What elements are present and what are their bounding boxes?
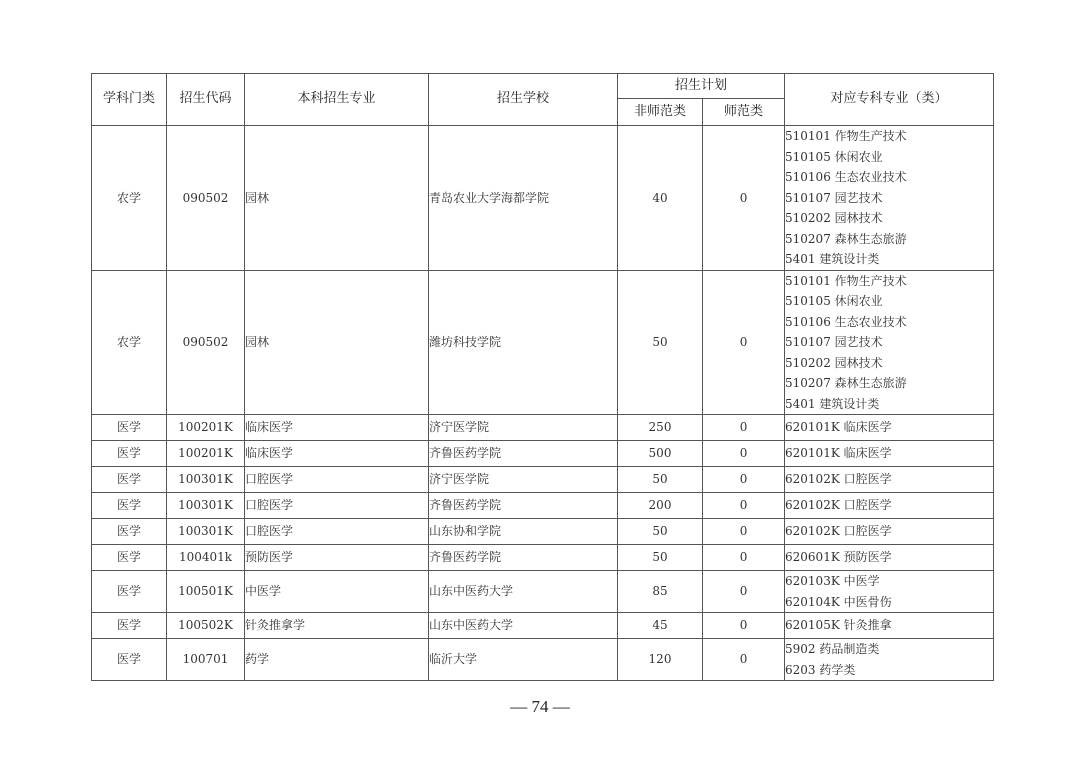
- normal-count-cell: 0: [703, 545, 785, 571]
- vocational-major-item: 510107 园艺技术: [785, 335, 883, 349]
- category-cell: 农学: [92, 270, 167, 415]
- vocational-majors-cell: [785, 545, 994, 571]
- header-category: 学科门类: [92, 74, 167, 126]
- vocational-major-item: 510101 作物生产技术: [785, 273, 907, 288]
- vocational-major-item: 510107 园艺技术: [785, 190, 883, 205]
- code-cell: 100501K: [167, 571, 245, 613]
- school-cell: 临沂大学: [429, 639, 618, 681]
- code-cell: 090502: [167, 126, 245, 271]
- category-cell: 医学: [92, 467, 167, 493]
- vocational-major-item: 6203 药学类: [785, 662, 856, 677]
- vocational-majors-cell: [785, 126, 994, 271]
- school-cell: 山东协和学院: [429, 519, 618, 545]
- vocational-majors-cell: [785, 493, 994, 519]
- normal-count-cell: 0: [703, 415, 785, 441]
- vocational-majors-cell: [785, 571, 994, 613]
- normal-count-cell: 0: [703, 571, 785, 613]
- header-normal: 师范类: [703, 99, 785, 126]
- non-normal-count-cell: 40: [618, 126, 703, 271]
- vocational-major-item: 5401 建筑设计类: [785, 396, 880, 411]
- major-cell: 药学: [245, 639, 429, 681]
- major-cell: 口腔医学: [245, 493, 429, 519]
- normal-count-cell: 0: [703, 467, 785, 493]
- vocational-major-item: 510105 休闲农业: [785, 294, 883, 308]
- category-cell: 医学: [92, 571, 167, 613]
- non-normal-count-cell: 50: [618, 519, 703, 545]
- vocational-major-item: 620105K 针灸推拿: [785, 618, 892, 633]
- table-row: [92, 270, 994, 415]
- vocational-major-item: 620102K 口腔医学: [785, 498, 892, 513]
- school-cell: 山东中医药大学: [429, 571, 618, 613]
- header-plan: 招生计划: [618, 74, 785, 99]
- vocational-majors-cell: [785, 441, 994, 467]
- normal-count-cell: 0: [703, 639, 785, 681]
- non-normal-count-cell: 45: [618, 613, 703, 639]
- page-number: — 74 —: [510, 697, 570, 716]
- vocational-major-item: 510207 森林生态旅游: [785, 231, 907, 246]
- table-row: [92, 126, 994, 271]
- vocational-majors-cell: [785, 613, 994, 639]
- normal-count-cell: 0: [703, 270, 785, 415]
- normal-count-cell: 0: [703, 441, 785, 467]
- vocational-major-item: 510202 园林技术: [785, 211, 883, 225]
- category-cell: 医学: [92, 639, 167, 681]
- school-cell: 济宁医学院: [429, 467, 618, 493]
- major-cell: 园林: [245, 270, 429, 415]
- vocational-majors-cell: [785, 467, 994, 493]
- vocational-major-item: 510207 森林生态旅游: [785, 376, 907, 390]
- table-row: [92, 613, 994, 639]
- code-cell: 100502K: [167, 613, 245, 639]
- vocational-major-item: 620103K 中医学: [785, 574, 880, 588]
- vocational-major-item: 620101K 临床医学: [785, 420, 892, 435]
- non-normal-count-cell: 200: [618, 493, 703, 519]
- category-cell: 医学: [92, 519, 167, 545]
- normal-count-cell: 0: [703, 613, 785, 639]
- vocational-majors-cell: [785, 270, 994, 415]
- code-cell: 100201K: [167, 415, 245, 441]
- vocational-majors-cell: [785, 415, 994, 441]
- major-cell: 针灸推拿学: [245, 613, 429, 639]
- vocational-major-item: 510202 园林技术: [785, 355, 883, 370]
- code-cell: 100401k: [167, 545, 245, 571]
- normal-count-cell: 0: [703, 493, 785, 519]
- table-row: [92, 639, 994, 681]
- school-cell: 山东中医药大学: [429, 613, 618, 639]
- vocational-major-item: 510105 休闲农业: [785, 149, 883, 164]
- school-cell: 齐鲁医药学院: [429, 493, 618, 519]
- table-row: [92, 493, 994, 519]
- vocational-major-item: 620102K 口腔医学: [785, 524, 892, 539]
- enrollment-plan-table: [91, 73, 994, 681]
- non-normal-count-cell: 85: [618, 571, 703, 613]
- vocational-major-item: 620104K 中医骨伤: [785, 594, 892, 609]
- vocational-major-item: 620101K 临床医学: [785, 446, 892, 461]
- code-cell: 100301K: [167, 519, 245, 545]
- non-normal-count-cell: 50: [618, 270, 703, 415]
- code-cell: 100201K: [167, 441, 245, 467]
- school-cell: 齐鲁医药学院: [429, 545, 618, 571]
- header-school: 招生学校: [429, 74, 618, 126]
- vocational-major-item: 510101 作物生产技术: [785, 129, 907, 143]
- code-cell: 090502: [167, 270, 245, 415]
- category-cell: 农学: [92, 126, 167, 271]
- header-non-normal: 非师范类: [618, 99, 703, 126]
- major-cell: 临床医学: [245, 415, 429, 441]
- school-cell: 潍坊科技学院: [429, 270, 618, 415]
- vocational-major-item: 510106 生态农业技术: [785, 314, 907, 329]
- major-cell: 口腔医学: [245, 519, 429, 545]
- table-row: [92, 415, 994, 441]
- major-cell: 中医学: [245, 571, 429, 613]
- header-vocational: 对应专科专业（类）: [785, 74, 994, 126]
- table-row: [92, 441, 994, 467]
- table-row: [92, 545, 994, 571]
- table-body: [92, 126, 994, 681]
- school-cell: 济宁医学院: [429, 415, 618, 441]
- table-row: [92, 519, 994, 545]
- code-cell: 100301K: [167, 467, 245, 493]
- non-normal-count-cell: 120: [618, 639, 703, 681]
- vocational-major-item: 620102K 口腔医学: [785, 472, 892, 487]
- vocational-major-item: 510106 生态农业技术: [785, 170, 907, 184]
- major-cell: 园林: [245, 126, 429, 271]
- vocational-major-item: 5401 建筑设计类: [785, 252, 880, 266]
- category-cell: 医学: [92, 613, 167, 639]
- major-cell: 临床医学: [245, 441, 429, 467]
- table-row: [92, 571, 994, 613]
- table-row: [92, 467, 994, 493]
- non-normal-count-cell: 50: [618, 545, 703, 571]
- category-cell: 医学: [92, 493, 167, 519]
- header-code: 招生代码: [167, 74, 245, 126]
- school-cell: 齐鲁医药学院: [429, 441, 618, 467]
- vocational-majors-cell: [785, 639, 994, 681]
- header-major: 本科招生专业: [245, 74, 429, 126]
- major-cell: 预防医学: [245, 545, 429, 571]
- normal-count-cell: 0: [703, 519, 785, 545]
- non-normal-count-cell: 500: [618, 441, 703, 467]
- code-cell: 100301K: [167, 493, 245, 519]
- major-cell: 口腔医学: [245, 467, 429, 493]
- non-normal-count-cell: 250: [618, 415, 703, 441]
- category-cell: 医学: [92, 545, 167, 571]
- normal-count-cell: 0: [703, 126, 785, 271]
- non-normal-count-cell: 50: [618, 467, 703, 493]
- code-cell: 100701: [167, 639, 245, 681]
- vocational-major-item: 5902 药品制造类: [785, 642, 880, 656]
- school-cell: 青岛农业大学海都学院: [429, 126, 618, 271]
- category-cell: 医学: [92, 441, 167, 467]
- vocational-majors-cell: [785, 519, 994, 545]
- category-cell: 医学: [92, 415, 167, 441]
- vocational-major-item: 620601K 预防医学: [785, 550, 892, 565]
